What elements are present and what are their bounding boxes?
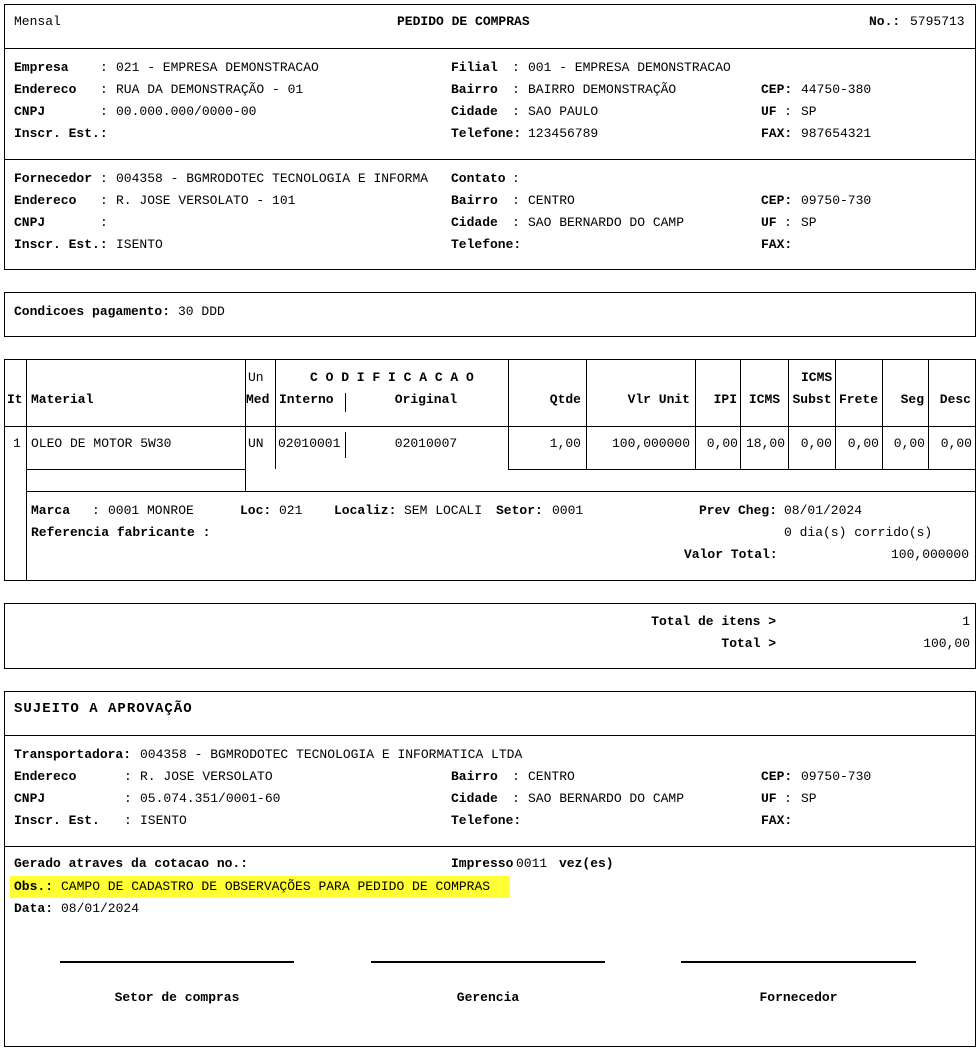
col-desc: Desc: [939, 392, 971, 407]
column-line: [26, 359, 27, 581]
approval-title: SUJEITO A APROVAÇÃO: [14, 701, 193, 717]
bairro-value: BAIRRO DEMONSTRAÇÃO: [528, 82, 677, 97]
column-line: [788, 359, 789, 469]
col-ipi: IPI: [713, 392, 737, 407]
signature-line: [60, 961, 294, 963]
colon: :: [124, 813, 132, 828]
cell-desc: 0,00: [940, 436, 972, 451]
bairro-label: Bairro: [451, 82, 498, 97]
fornecedor-bairro-value: CENTRO: [528, 193, 575, 208]
cell-material: OLEO DE MOTOR 5W30: [31, 436, 172, 451]
col-un: Un: [248, 370, 264, 385]
fornecedor-uf-label: UF: [761, 215, 777, 230]
cnpj-value: 00.000.000/0000-00: [116, 104, 257, 119]
colon: :: [124, 769, 132, 784]
fornecedor-endereco-label: Endereco: [14, 193, 77, 208]
divider: [4, 426, 976, 427]
col-icms: ICMS: [748, 392, 781, 407]
setor-value: 0001: [552, 503, 584, 518]
col-codificacao: C O D I F I C A C A O: [310, 370, 474, 385]
filial-value: 001 - EMPRESA DEMONSTRACAO: [528, 60, 731, 75]
colon: :: [512, 82, 520, 97]
fornecedor-cidade-label: Cidade: [451, 215, 498, 230]
signature-setor-compras: Setor de compras: [114, 990, 240, 1005]
column-line: [928, 359, 929, 469]
cell-qtde: 1,00: [549, 436, 581, 451]
data-label: Data:: [14, 901, 54, 916]
colon: :: [512, 791, 520, 806]
marca-label: Marca: [31, 503, 71, 518]
col-qtde: Qtde: [549, 392, 581, 407]
transp-endereco-label: Endereco: [14, 769, 77, 784]
colon: :: [512, 104, 520, 119]
fornecedor-cnpj-label: CNPJ: [14, 215, 46, 230]
divider: [26, 491, 976, 492]
filial-label: Filial: [451, 60, 498, 75]
transp-cnpj-value: 05.074.351/0001-60: [140, 791, 281, 806]
transp-cep-label: CEP:: [761, 769, 793, 784]
colon: :: [512, 60, 520, 75]
cell-frete: 0,00: [847, 436, 879, 451]
fax-value: 987654321: [801, 126, 872, 141]
colon: :: [100, 171, 108, 186]
impresso-label: Impresso: [451, 856, 514, 871]
col-original: Original: [394, 392, 458, 407]
col-subst: Subst: [792, 392, 832, 407]
total-label: Total >: [721, 636, 776, 651]
divider: [4, 735, 976, 736]
totals-box: [4, 603, 976, 669]
transp-endereco-value: R. JOSE VERSOLATO: [140, 769, 273, 784]
colon: :: [100, 215, 108, 230]
colon: :: [100, 60, 108, 75]
fornecedor-uf-value: SP: [801, 215, 817, 230]
column-line: [275, 359, 276, 469]
cell-ipi: 0,00: [706, 436, 738, 451]
loc-value: 021: [279, 503, 303, 518]
column-line: [508, 359, 509, 469]
marca-value: 0001 MONROE: [108, 503, 194, 518]
fornecedor-endereco-value: R. JOSE VERSOLATO - 101: [116, 193, 296, 208]
transp-telefone-label: Telefone:: [451, 813, 522, 828]
signature-fornecedor: Fornecedor: [759, 990, 838, 1005]
cell-interno: 02010001: [278, 436, 341, 451]
fornecedor-inscr-value: ISENTO: [116, 237, 163, 252]
total-value: 100,00: [923, 636, 970, 651]
colon: :: [124, 791, 132, 806]
fornecedor-cep-value: 09750-730: [801, 193, 872, 208]
impresso-value: 0011: [516, 856, 548, 871]
divider: [4, 159, 976, 160]
setor-label: Setor:: [496, 503, 543, 518]
localiz-value: SEM LOCALI: [404, 503, 483, 518]
fornecedor-telefone-label: Telefone:: [451, 237, 522, 252]
transp-uf-label: UF: [761, 791, 777, 806]
obs-label: Obs.:: [14, 879, 54, 894]
localiz-label: Localiz:: [334, 503, 397, 518]
order-number: 5795713: [910, 14, 965, 29]
colon: :: [784, 104, 792, 119]
fornecedor-value: 004358 - BGMRODOTEC TECNOLOGIA E INFORMA: [116, 171, 429, 186]
cell-subst: 0,00: [800, 436, 832, 451]
fornecedor-bairro-label: Bairro: [451, 193, 498, 208]
col-interno: Interno: [279, 392, 334, 407]
colon: :: [512, 171, 520, 186]
col-vlr-unit: Vlr Unit: [627, 392, 690, 407]
colon: :: [512, 215, 520, 230]
period-label: Mensal: [14, 14, 61, 29]
transp-inscr-label: Inscr. Est.: [14, 813, 100, 828]
transportadora-value: 004358 - BGMRODOTEC TECNOLOGIA E INFORMATICA LTDA: [140, 747, 523, 762]
fax-label: FAX:: [761, 126, 793, 141]
column-line: [586, 359, 587, 469]
valor-total-label: Valor Total:: [684, 547, 778, 562]
column-line: [882, 359, 883, 469]
fornecedor-label: Fornecedor: [14, 171, 93, 186]
endereco-label: Endereco: [14, 82, 77, 97]
obs-value: CAMPO DE CADASTRO DE OBSERVAÇÕES PARA PEDIDO DE COMPRAS: [61, 879, 491, 894]
fornecedor-cep-label: CEP:: [761, 193, 793, 208]
referencia-label: Referencia fabricante :: [31, 525, 211, 540]
transp-fax-label: FAX:: [761, 813, 793, 828]
divider: [4, 48, 976, 49]
cell-it: 1: [13, 436, 21, 451]
contato-label: Contato: [451, 171, 506, 186]
col-seg: Seg: [900, 392, 924, 407]
transp-bairro-value: CENTRO: [528, 769, 575, 784]
total-itens-value: 1: [962, 614, 970, 629]
transp-bairro-label: Bairro: [451, 769, 498, 784]
column-line: [245, 359, 246, 491]
empresa-label: Empresa: [14, 60, 69, 75]
prev-cheg-label: Prev Cheg:: [699, 503, 778, 518]
column-line: [740, 359, 741, 469]
transp-inscr-value: ISENTO: [140, 813, 187, 828]
transportadora-label: Transportadora:: [14, 747, 132, 762]
payment-label: Condicoes pagamento:: [14, 304, 171, 319]
telefone-label: Telefone:: [451, 126, 522, 141]
signature-line: [681, 961, 916, 963]
loc-label: Loc:: [240, 503, 272, 518]
cep-value: 44750-380: [801, 82, 872, 97]
column-line: [835, 359, 836, 469]
colon: :: [100, 104, 108, 119]
fornecedor-cidade-value: SAO BERNARDO DO CAMP: [528, 215, 685, 230]
col-material: Material: [31, 392, 94, 407]
colon: :: [100, 82, 108, 97]
col-frete: Frete: [838, 392, 878, 407]
cell-icms: 18,00: [745, 436, 785, 451]
colon: :: [92, 503, 100, 518]
cnpj-label: CNPJ: [14, 104, 46, 119]
divider: [508, 469, 976, 470]
col-it: It: [7, 392, 23, 407]
cell-original: 02010007: [394, 436, 458, 451]
divider: [26, 469, 245, 470]
fornecedor-inscr-label: Inscr. Est.:: [14, 237, 108, 252]
uf-label: UF: [761, 104, 777, 119]
transp-cnpj-label: CNPJ: [14, 791, 46, 806]
cell-vlr-unit: 100,000000: [611, 436, 690, 451]
col-med: Med: [246, 392, 270, 407]
colon: :: [784, 791, 792, 806]
colon: :: [100, 193, 108, 208]
transp-cep-value: 09750-730: [801, 769, 872, 784]
vezes-label: vez(es): [559, 856, 614, 871]
empresa-value: 021 - EMPRESA DEMONSTRACAO: [116, 60, 319, 75]
gerado-label: Gerado atraves da cotacao no.:: [14, 856, 249, 871]
payment-value: 30 DDD: [178, 304, 225, 319]
cidade-label: Cidade: [451, 104, 498, 119]
inscr-label: Inscr. Est.:: [14, 126, 108, 141]
cidade-value: SAO PAULO: [528, 104, 599, 119]
column-line: [695, 359, 696, 469]
divider: [4, 846, 976, 847]
colon: :: [784, 215, 792, 230]
total-itens-label: Total de itens >: [651, 614, 776, 629]
signature-gerencia: Gerencia: [456, 990, 520, 1005]
fornecedor-fax-label: FAX:: [761, 237, 793, 252]
cell-un: UN: [248, 436, 264, 451]
transp-uf-value: SP: [801, 791, 817, 806]
colon: :: [512, 769, 520, 784]
page-title: PEDIDO DE COMPRAS: [397, 14, 530, 29]
order-number-label: No.:: [869, 14, 901, 29]
telefone-value: 123456789: [528, 126, 599, 141]
data-value: 08/01/2024: [61, 901, 140, 916]
cep-label: CEP:: [761, 82, 793, 97]
signature-line: [371, 961, 605, 963]
uf-value: SP: [801, 104, 817, 119]
transp-cidade-value: SAO BERNARDO DO CAMP: [528, 791, 685, 806]
colon: :: [512, 193, 520, 208]
valor-total-value: 100,000000: [890, 547, 969, 562]
prev-cheg-value: 08/01/2024: [784, 503, 863, 518]
transp-cidade-label: Cidade: [451, 791, 498, 806]
cell-seg: 0,00: [893, 436, 925, 451]
dias-value: 0 dia(s) corrido(s): [784, 525, 933, 540]
endereco-value: RUA DA DEMONSTRAÇÃO - 01: [116, 82, 304, 97]
col-icms-top: ICMS: [801, 370, 833, 385]
